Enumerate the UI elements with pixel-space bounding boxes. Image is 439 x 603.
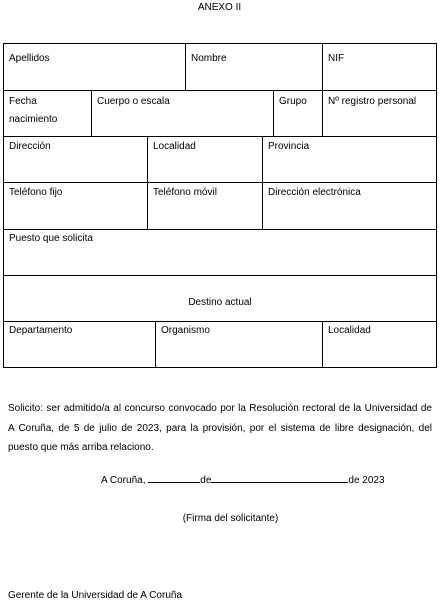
date-de: de <box>200 475 212 486</box>
departamento-field[interactable] <box>3 321 156 368</box>
telefono-fijo-field[interactable] <box>3 182 148 230</box>
localidad-destino-label: Localidad <box>328 325 371 336</box>
localidad-label: Localidad <box>153 141 196 152</box>
telefono-movil-label: Teléfono móvil <box>153 187 217 198</box>
localidad-destino-field[interactable] <box>322 321 437 368</box>
direccion-electronica-field[interactable] <box>262 182 437 230</box>
cuerpo-escala-label: Cuerpo o escala <box>97 96 170 107</box>
destino-actual-header <box>3 275 437 322</box>
provincia-label: Provincia <box>268 141 310 152</box>
localidad-field[interactable] <box>147 136 263 183</box>
organismo-label: Organismo <box>161 325 210 336</box>
solicito-paragraph: Solicito: ser admitido/a al concurso convocado por la Resolución rectoral de la Universidad de A Coruña, de 5 de julio de 2023, para la provisión, por el sistema de libre designación, del puesto que más arriba relaciono. <box>8 403 432 453</box>
destino-actual-label: Destino actual <box>188 296 252 308</box>
provincia-field[interactable] <box>262 136 437 183</box>
cuerpo-escala-field[interactable] <box>91 90 274 137</box>
direccion-label: Dirección <box>9 141 51 152</box>
fecha-nacimiento-field[interactable] <box>3 90 92 137</box>
apellidos-label: Apellidos <box>9 53 50 64</box>
direccion-field[interactable] <box>3 136 148 183</box>
nombre-field[interactable] <box>185 43 323 91</box>
apellidos-field[interactable] <box>3 43 186 91</box>
registro-personal-field[interactable] <box>322 90 437 137</box>
date-place: A Coruña, <box>101 475 146 486</box>
grupo-label: Grupo <box>279 96 307 107</box>
registro-personal-label: Nº registro personal <box>328 96 417 107</box>
fecha-nacimiento-label: Fecha nacimiento <box>9 96 58 125</box>
puesto-solicita-field[interactable] <box>3 229 437 276</box>
telefono-movil-field[interactable] <box>147 182 263 230</box>
nif-field[interactable] <box>322 43 437 91</box>
puesto-solicita-label: Puesto que solicita <box>9 233 93 244</box>
departamento-label: Departamento <box>9 325 73 336</box>
firma-label: (Firma del solicitante) <box>182 513 279 524</box>
organismo-field[interactable] <box>155 321 323 368</box>
direccion-electronica-label: Dirección electrónica <box>268 187 361 198</box>
gerente-label: Gerente de la Universidad de A Coruña <box>8 590 182 601</box>
document-title: ANEXO II <box>197 2 242 13</box>
grupo-field[interactable] <box>273 90 323 137</box>
date-year: de 2023 <box>348 475 385 486</box>
month-blank[interactable] <box>211 473 348 483</box>
date-line <box>101 473 385 486</box>
nombre-label: Nombre <box>191 53 227 64</box>
telefono-fijo-label: Teléfono fijo <box>9 187 63 198</box>
day-blank[interactable] <box>148 473 200 483</box>
nif-label: NIF <box>328 53 345 64</box>
